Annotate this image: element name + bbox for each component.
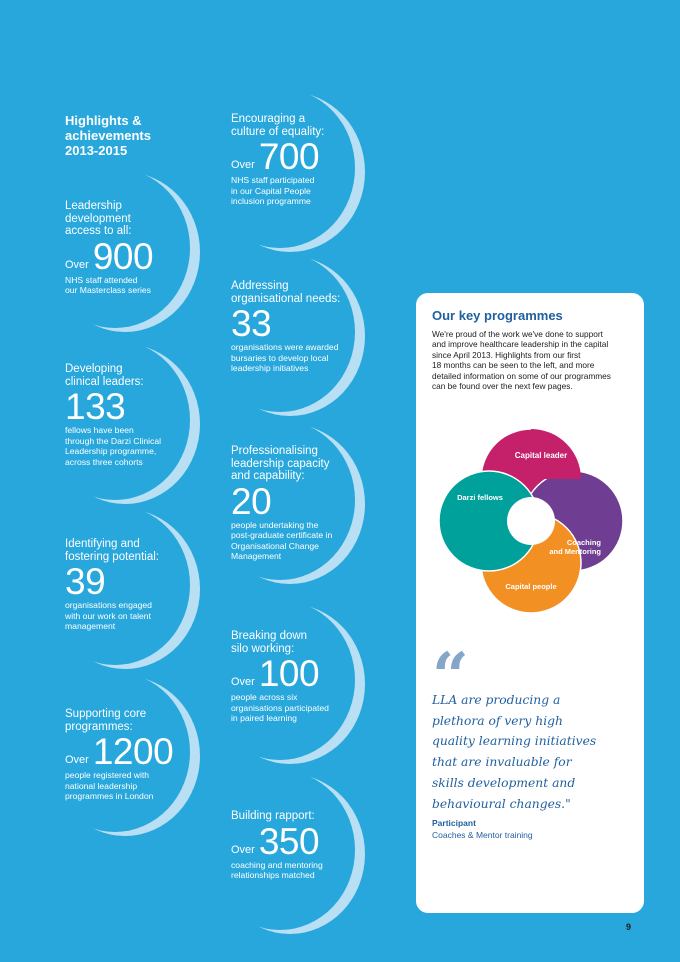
stat-number: 100 [258,653,320,694]
programmes-diagram [436,426,626,616]
highlights-title-line: achievements [65,128,151,143]
stat-description: coaching and mentoring relationships matched [231,859,323,880]
stat-heading: Identifying and fostering potential: [65,538,159,563]
label-capital-leader: Capital leader [514,451,568,460]
stat-prefix: Over [231,676,255,688]
stat-description: NHS staff attended our Masterclass series [65,274,151,295]
stat-description: NHS staff participated in our Capital People inclusion programme [231,175,315,206]
stat-masterclass [65,200,153,296]
stat-heading: Leadership development access to all: [65,200,132,237]
stat-heading: Building rapport: [231,810,315,822]
card-intro: We're proud of the work we've done to support and improve healthcare leadership in the capital since April 2013. Highlights from our first 18 months can be seen to the left, and more detailed information on some of our programmes can be found over the next few pages. [432,329,611,392]
quote-role: Coaches & Mentor training [432,830,533,840]
stat-description: people registered with national leadership programmes in London [65,770,154,801]
stat-professionalising [231,445,332,562]
card-title: Our key programmes [432,308,563,323]
stat-prefix: Over [231,843,255,856]
stat-number: 900 [92,235,154,277]
stat-description: organisations engaged with our work on talent management [65,600,152,631]
label-darzi-fellows: Darzi fellows [457,493,503,502]
stat-description: organisations were awarded bursaries to develop local leadership initiatives [231,342,339,373]
key-programmes-card [416,293,644,913]
stat-number: 133 [65,386,126,427]
highlights-title-line: 2013-2015 [65,143,128,158]
stat-heading: Breaking down silo working: [231,630,308,655]
highlights-title-line: Highlights & [65,113,142,128]
stat-prefix: Over [65,754,89,766]
stat-description: people undertaking the post-graduate certificate in Organisational Change Management [231,519,333,561]
page-number: 9 [626,922,632,932]
stat-number: 20 [231,480,272,522]
stat-clinical-leaders [65,363,161,467]
stat-prefix: Over [231,159,255,171]
stat-heading: Supporting core programmes: [65,708,147,733]
stat-heading: Developing clinical leaders: [65,363,144,388]
stat-number: 39 [65,561,106,602]
stat-organisational-needs [231,280,340,374]
label-mentoring: and Mentoring [549,547,601,556]
stat-heading: Professionalising leadership capacity and capability: [231,445,330,482]
stat-heading: Addressing organisational needs: [231,280,341,305]
stat-core-programmes [65,708,173,802]
stat-silo-working [231,630,329,724]
quote-author: Participant [432,818,476,828]
stat-number: 1200 [92,731,174,772]
diagram-center-hole [507,497,555,545]
stat-description: people across six organisations participated in paired learning [231,692,329,723]
stat-rapport [231,810,323,881]
label-capital-people: Capital people [505,582,557,591]
stat-number: 700 [258,136,320,177]
stat-prefix: Over [65,258,89,271]
stat-talent [65,538,159,632]
stat-number: 350 [258,820,320,862]
stat-number: 33 [231,303,272,344]
quote-mark-icon: “ [432,639,469,714]
stat-equality [231,113,324,207]
testimonial-quote: LLA are producing a plethora of very high quality learning initiatives that are invaluable for skills development and behavioural changes." [432,693,597,811]
highlights-title [65,113,151,158]
label-coaching: Coaching [566,538,601,547]
stat-description: fellows have been through the Darzi Clinical Leadership programme, across three cohorts [65,425,162,467]
stat-heading: Encouraging a culture of equality: [231,113,325,138]
